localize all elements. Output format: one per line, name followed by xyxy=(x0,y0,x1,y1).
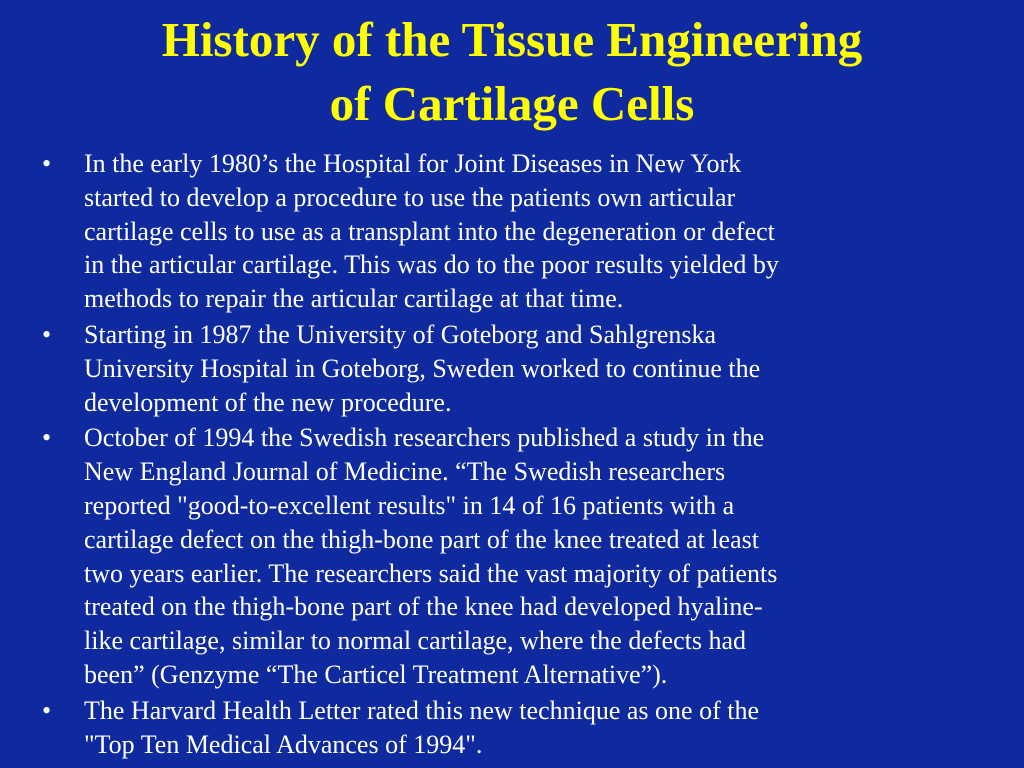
bullet-item-4 xyxy=(42,694,1012,762)
bullet-point-icon: • xyxy=(42,695,52,725)
bullet-2-line: development of the new procedure. xyxy=(84,387,452,417)
bullet-1-line: cartilage cells to use as a transplant into the degeneration or defect xyxy=(84,216,775,246)
bullet-text-3 xyxy=(84,421,1012,691)
bullet-4-line: "Top Ten Medical Advances of 1994". xyxy=(84,729,483,759)
bullet-3-line: treated on the thigh-bone part of the knee had developed hyaline- xyxy=(84,592,763,622)
bullet-1-line: started to develop a procedure to use the patients own articular xyxy=(84,182,736,212)
bullet-item-3 xyxy=(42,421,1012,691)
bullet-text-1 xyxy=(84,147,1012,316)
bullet-text-4 xyxy=(84,694,1012,762)
bullet-3-line: New England Journal of Medicine. “The Swedish researchers xyxy=(84,457,726,487)
bullet-list xyxy=(42,147,1012,763)
bullet-3-line: two years earlier. The researchers said the vast majority of patients xyxy=(84,558,778,588)
bullet-2-line: Starting in 1987 the University of Goteborg and Sahlgrenska xyxy=(84,319,717,349)
slide-title-line-2: of Cartilage Cells xyxy=(329,76,695,131)
bullet-2-line: University Hospital in Goteborg, Sweden worked to continue the xyxy=(84,353,761,383)
bullet-3-line: reported "good-to-excellent results" in 14 of 16 patients with a xyxy=(84,490,735,520)
bullet-point-icon: • xyxy=(42,319,52,349)
bullet-text-2 xyxy=(84,318,1012,419)
slide-title-line-1: History of the Tissue Engineering xyxy=(161,12,863,67)
bullet-1-line: methods to repair the articular cartilage at that time. xyxy=(84,284,624,314)
bullet-point-icon: • xyxy=(42,423,52,453)
bullet-item-2 xyxy=(42,318,1012,419)
bullet-3-line: like cartilage, similar to normal cartilage, where the defects had xyxy=(84,626,746,656)
bullet-1-line: in the articular cartilage. This was do to the poor results yielded by xyxy=(84,250,779,280)
bullet-1-line: In the early 1980’s the Hospital for Joint Diseases in New York xyxy=(84,149,742,178)
bullet-point-icon: • xyxy=(42,149,52,178)
bullet-3-line: cartilage defect on the thigh-bone part of the knee treated at least xyxy=(84,524,759,554)
slide-title xyxy=(0,0,1024,136)
bullet-3-line: October of 1994 the Swedish researchers published a study in the xyxy=(84,423,765,453)
bullet-3-line: been” (Genzyme “The Carticel Treatment Alternative”). xyxy=(84,659,668,689)
bullet-4-line: The Harvard Health Letter rated this new technique as one of the xyxy=(84,695,759,725)
bullet-item-1 xyxy=(42,147,1012,316)
